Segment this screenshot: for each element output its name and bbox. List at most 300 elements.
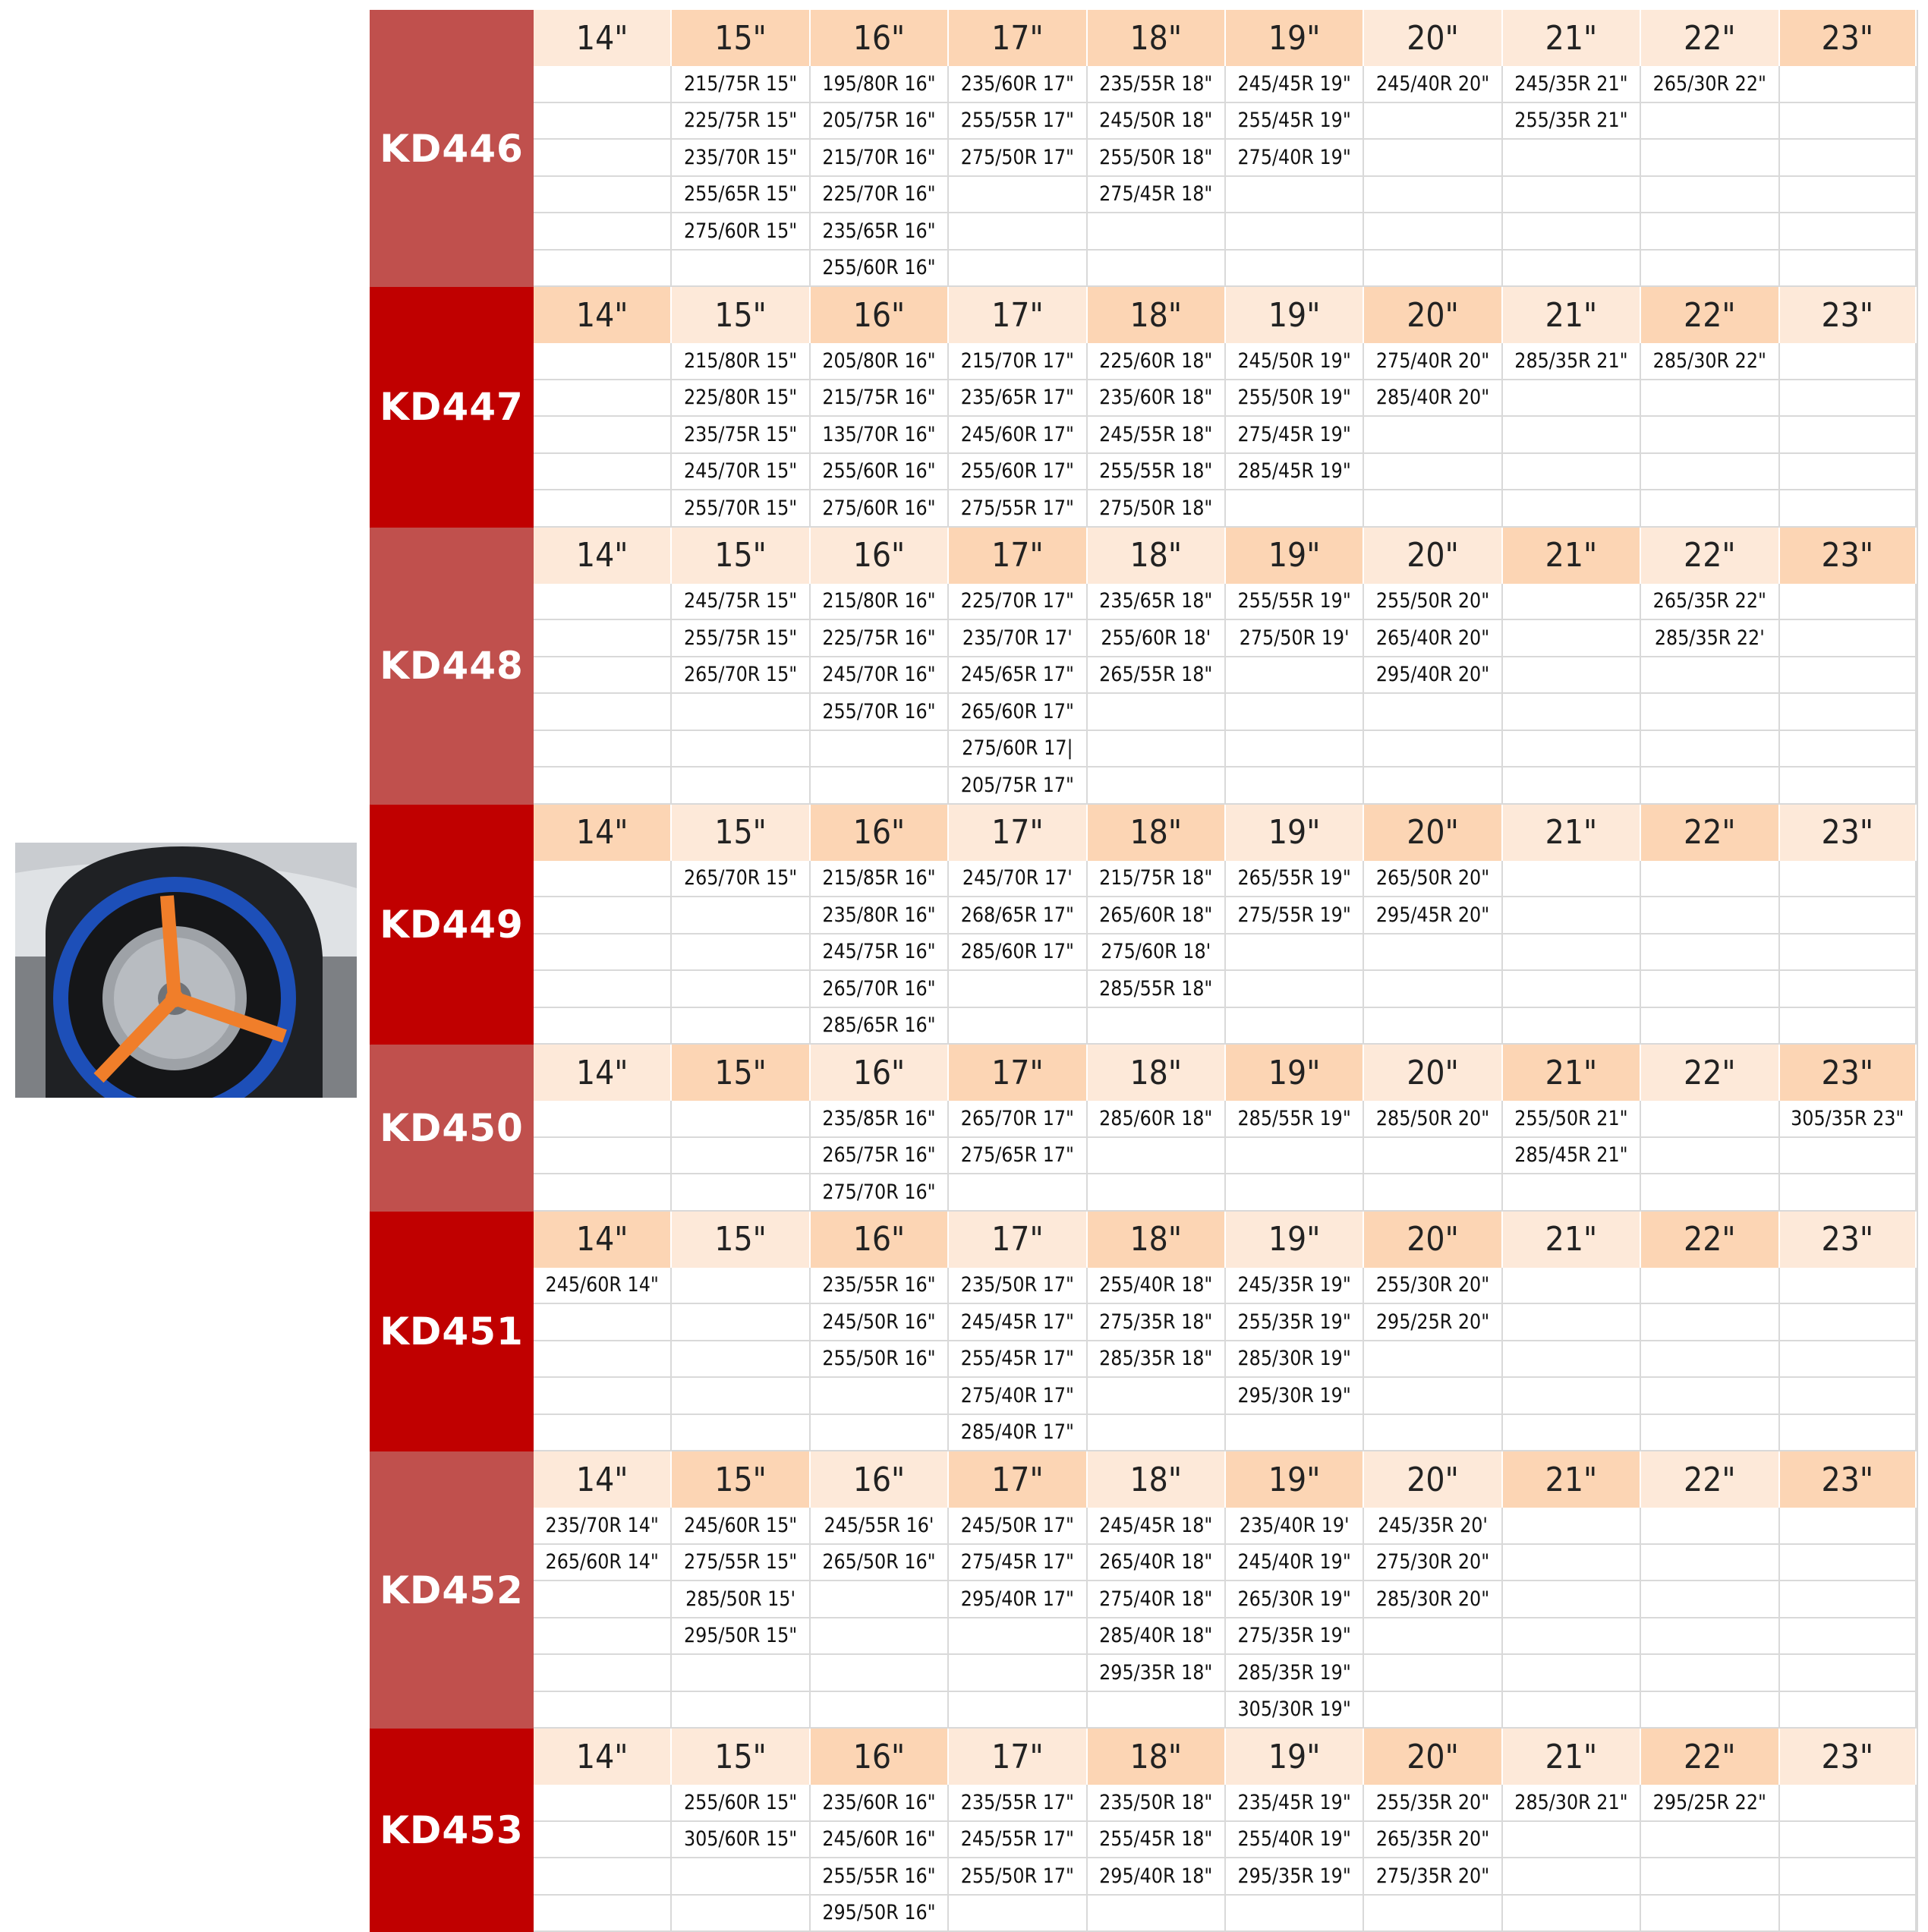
tire-size-cell	[1503, 1618, 1641, 1656]
tire-size-cell	[672, 971, 810, 1008]
model-label: KD451	[370, 1212, 534, 1452]
table-row	[534, 380, 1917, 418]
tire-size-cell	[1364, 1692, 1502, 1729]
tire-size-cell	[1641, 971, 1779, 1008]
tire-size-cell: 285/40R 18"	[1088, 1618, 1226, 1656]
tire-size-cell	[1641, 1618, 1779, 1656]
tire-size-cell	[534, 251, 672, 288]
rim-size-header: 17"	[949, 805, 1087, 861]
tire-size-cell: 255/70R 15"	[672, 490, 810, 528]
tire-size-cell	[672, 1268, 810, 1305]
tire-size-cell: 255/40R 18"	[1088, 1268, 1226, 1305]
table-row	[534, 66, 1917, 103]
tire-size-cell: 255/55R 17"	[949, 103, 1087, 140]
tire-size-cell: 265/70R 17"	[949, 1101, 1087, 1138]
tire-size-cell	[1780, 620, 1917, 657]
rim-size-header: 20"	[1364, 1729, 1502, 1785]
rim-size-header: 20"	[1364, 10, 1502, 66]
tire-size-cell	[1641, 1378, 1779, 1415]
rim-size-header: 22"	[1641, 1729, 1779, 1785]
tire-size-cell	[1088, 1896, 1226, 1932]
tire-size-cell	[1088, 1138, 1226, 1175]
tire-size-cell: 215/85R 16"	[811, 861, 949, 898]
tire-size-cell: 235/50R 18"	[1088, 1785, 1226, 1822]
tire-size-cell	[534, 343, 672, 380]
tire-size-cell	[1780, 767, 1917, 805]
tire-size-cell: 235/65R 18"	[1088, 584, 1226, 621]
tire-size-cell	[1780, 103, 1917, 140]
tire-size-cell	[1780, 971, 1917, 1008]
tire-size-cell: 265/70R 15"	[672, 861, 810, 898]
tire-size-cell: 265/40R 18"	[1088, 1545, 1226, 1582]
tire-size-cell	[811, 731, 949, 768]
table-row	[534, 1858, 1917, 1896]
rim-size-header: 22"	[1641, 528, 1779, 584]
rim-size-header: 18"	[1088, 528, 1226, 584]
tire-size-cell: 285/60R 18"	[1088, 1101, 1226, 1138]
tire-size-cell	[949, 213, 1087, 251]
rim-size-header: 14"	[534, 1451, 672, 1508]
size-grid	[534, 287, 1918, 528]
rim-size-header: 21"	[1503, 287, 1641, 343]
tire-size-cell: 295/45R 20"	[1364, 897, 1502, 934]
tire-size-cell	[672, 1692, 810, 1729]
tire-size-cell	[1226, 213, 1364, 251]
tire-size-cell: 255/50R 18"	[1088, 140, 1226, 177]
tire-size-cell: 245/65R 17"	[949, 657, 1087, 695]
tire-size-cell	[949, 1896, 1087, 1932]
rim-size-header: 17"	[949, 287, 1087, 343]
tire-size-cell: 275/55R 19"	[1226, 897, 1364, 934]
tire-size-cell	[1641, 767, 1779, 805]
tire-size-cell	[949, 1008, 1087, 1045]
rim-size-header-row	[534, 10, 1917, 66]
tire-size-cell: 245/35R 21"	[1503, 66, 1641, 103]
tire-size-cell	[534, 454, 672, 491]
tire-size-cell	[1503, 490, 1641, 528]
tire-size-cell	[1641, 1858, 1779, 1896]
tire-size-cell: 255/45R 17"	[949, 1341, 1087, 1379]
tire-size-cell: 255/50R 19"	[1226, 380, 1364, 418]
tire-size-cell	[1503, 213, 1641, 251]
tire-size-cell	[1780, 861, 1917, 898]
tire-size-cell: 275/40R 18"	[1088, 1581, 1226, 1618]
tire-size-cell	[1088, 1415, 1226, 1452]
model-block	[370, 10, 1918, 287]
tire-size-cell: 275/30R 20"	[1364, 1545, 1502, 1582]
tire-size-cell	[1780, 1822, 1917, 1859]
tire-size-cell	[534, 1858, 672, 1896]
model-label: KD447	[370, 287, 534, 528]
tire-size-cell	[1088, 694, 1226, 731]
tire-size-cell	[534, 380, 672, 418]
tire-size-cell	[811, 1581, 949, 1618]
tire-size-cell	[1780, 140, 1917, 177]
tire-size-cell	[1780, 1858, 1917, 1896]
tire-size-cell: 235/65R 17"	[949, 380, 1087, 418]
rim-size-header: 23"	[1780, 528, 1917, 584]
tire-size-cell	[672, 1174, 810, 1212]
rim-size-header: 19"	[1226, 10, 1364, 66]
rim-size-header: 14"	[534, 1212, 672, 1268]
tire-size-cell	[1503, 1822, 1641, 1859]
tire-size-cell	[672, 1415, 810, 1452]
rim-size-header: 21"	[1503, 1729, 1641, 1785]
tire-size-cell	[1641, 1415, 1779, 1452]
tire-size-cell: 255/70R 16"	[811, 694, 949, 731]
rim-size-header: 23"	[1780, 287, 1917, 343]
tire-size-cell: 225/70R 16"	[811, 177, 949, 214]
model-block	[370, 287, 1918, 528]
rim-size-header: 14"	[534, 528, 672, 584]
table-row	[534, 657, 1917, 695]
tire-size-cell	[1503, 694, 1641, 731]
tire-size-cell	[1503, 897, 1641, 934]
tire-size-cell: 245/70R 16"	[811, 657, 949, 695]
tire-size-cell	[1364, 213, 1502, 251]
tire-size-cell: 235/60R 18"	[1088, 380, 1226, 418]
tire-size-cell: 285/55R 19"	[1226, 1101, 1364, 1138]
tire-size-cell: 275/35R 20"	[1364, 1858, 1502, 1896]
tire-size-cell: 255/60R 17"	[949, 454, 1087, 491]
tire-size-cell	[1503, 657, 1641, 695]
tire-size-cell	[1226, 657, 1364, 695]
tire-size-cell: 245/60R 16"	[811, 1822, 949, 1859]
model-label: KD452	[370, 1451, 534, 1729]
tire-size-cell	[1503, 934, 1641, 972]
tire-size-cell	[1780, 1341, 1917, 1379]
tire-size-cell	[1641, 1822, 1779, 1859]
table-row	[534, 490, 1917, 528]
tire-size-cell	[1088, 1174, 1226, 1212]
tire-size-cell	[1641, 1008, 1779, 1045]
tire-size-cell: 265/60R 17"	[949, 694, 1087, 731]
tire-size-cell: 255/60R 15"	[672, 1785, 810, 1822]
table-row	[534, 1655, 1917, 1692]
tire-size-cell	[1641, 1508, 1779, 1545]
rim-size-header: 20"	[1364, 1451, 1502, 1508]
tire-size-cell	[1641, 1341, 1779, 1379]
size-grid	[534, 10, 1918, 287]
rim-size-header: 19"	[1226, 1045, 1364, 1101]
tire-size-cell	[1641, 140, 1779, 177]
tire-size-cell: 295/35R 19"	[1226, 1858, 1364, 1896]
rim-size-header: 18"	[1088, 1045, 1226, 1101]
tire-size-cell	[1226, 490, 1364, 528]
tire-size-cell	[534, 694, 672, 731]
table-row	[534, 731, 1917, 768]
tire-size-cell: 255/50R 16"	[811, 1341, 949, 1379]
tire-size-cell: 255/60R 16"	[811, 454, 949, 491]
tire-size-cell	[1364, 1618, 1502, 1656]
tire-size-cell	[1226, 934, 1364, 972]
tire-size-cell: 305/35R 23"	[1780, 1101, 1917, 1138]
tire-size-cell: 305/60R 15"	[672, 1822, 810, 1859]
tire-size-cell	[1780, 177, 1917, 214]
table-row	[534, 897, 1917, 934]
rim-size-header: 19"	[1226, 1451, 1364, 1508]
table-row	[534, 584, 1917, 621]
tire-size-cell: 295/35R 18"	[1088, 1655, 1226, 1692]
tire-size-cell	[534, 490, 672, 528]
model-label: KD448	[370, 528, 534, 805]
rim-size-header: 23"	[1780, 805, 1917, 861]
tire-size-cell: 255/55R 16"	[811, 1858, 949, 1896]
tire-size-cell: 215/70R 17"	[949, 343, 1087, 380]
rim-size-header: 22"	[1641, 10, 1779, 66]
rim-size-header: 19"	[1226, 805, 1364, 861]
tire-size-cell	[1226, 251, 1364, 288]
tire-size-cell	[672, 897, 810, 934]
tire-size-cell: 205/80R 16"	[811, 343, 949, 380]
tire-size-cell	[811, 767, 949, 805]
tire-size-cell: 265/60R 18"	[1088, 897, 1226, 934]
tire-size-cell: 285/30R 19"	[1226, 1341, 1364, 1379]
tire-size-cell: 215/75R 16"	[811, 380, 949, 418]
tire-size-cell: 285/50R 15'	[672, 1581, 810, 1618]
tire-size-cell: 285/30R 20"	[1364, 1581, 1502, 1618]
tire-size-cell: 245/45R 18"	[1088, 1508, 1226, 1545]
tire-size-cell	[1088, 1008, 1226, 1045]
rim-size-header: 22"	[1641, 1045, 1779, 1101]
tire-size-cell: 215/75R 15"	[672, 66, 810, 103]
tire-size-cell: 285/60R 17"	[949, 934, 1087, 972]
rim-size-header: 15"	[672, 287, 810, 343]
tire-size-cell: 285/40R 20"	[1364, 380, 1502, 418]
tire-size-cell	[1226, 1174, 1364, 1212]
model-block	[370, 1451, 1918, 1729]
tire-size-cell	[1503, 1378, 1641, 1415]
tire-size-cell: 265/40R 20"	[1364, 620, 1502, 657]
size-chart-table	[370, 10, 1918, 1932]
tire-size-cell	[672, 1896, 810, 1932]
table-row	[534, 934, 1917, 972]
tire-size-cell: 285/45R 21"	[1503, 1138, 1641, 1175]
tire-size-cell: 235/75R 15"	[672, 417, 810, 454]
tire-size-cell	[1780, 934, 1917, 972]
tire-size-cell	[672, 1378, 810, 1415]
rim-size-header: 18"	[1088, 805, 1226, 861]
tire-size-cell	[1780, 417, 1917, 454]
tire-size-cell: 255/60R 16"	[811, 251, 949, 288]
tire-size-cell	[1780, 1138, 1917, 1175]
rim-size-header: 22"	[1641, 1451, 1779, 1508]
tire-size-cell	[1503, 1174, 1641, 1212]
rim-size-header: 14"	[534, 10, 672, 66]
tire-size-cell	[1780, 213, 1917, 251]
tire-size-cell	[534, 1415, 672, 1452]
tire-size-cell	[1641, 1268, 1779, 1305]
table-row	[534, 1822, 1917, 1859]
tire-size-cell: 285/30R 22"	[1641, 343, 1779, 380]
tire-size-cell: 245/60R 17"	[949, 417, 1087, 454]
tire-size-cell: 205/75R 16"	[811, 103, 949, 140]
tire-size-cell	[949, 1618, 1087, 1656]
tire-size-cell: 275/35R 19"	[1226, 1618, 1364, 1656]
tire-size-cell	[1641, 1545, 1779, 1582]
table-row	[534, 1138, 1917, 1175]
tire-size-cell: 215/70R 16"	[811, 140, 949, 177]
tire-size-cell: 275/50R 17"	[949, 140, 1087, 177]
tire-size-cell	[1641, 490, 1779, 528]
rim-size-header: 21"	[1503, 805, 1641, 861]
rim-size-header: 21"	[1503, 1212, 1641, 1268]
tire-size-cell: 245/75R 15"	[672, 584, 810, 621]
tire-size-cell	[1780, 1508, 1917, 1545]
tire-size-cell	[1780, 343, 1917, 380]
tire-size-cell: 275/70R 16"	[811, 1174, 949, 1212]
tire-size-cell: 285/65R 16"	[811, 1008, 949, 1045]
tire-size-cell	[534, 1378, 672, 1415]
rim-size-header: 14"	[534, 1729, 672, 1785]
model-label: KD453	[370, 1729, 534, 1932]
tire-size-cell	[1780, 1785, 1917, 1822]
table-row	[534, 140, 1917, 177]
tire-size-cell	[1780, 1304, 1917, 1341]
tire-size-cell	[1780, 66, 1917, 103]
tire-size-cell: 235/55R 18"	[1088, 66, 1226, 103]
tire-size-cell: 305/30R 19"	[1226, 1692, 1364, 1729]
tire-size-cell: 235/55R 16"	[811, 1268, 949, 1305]
table-row	[534, 694, 1917, 731]
tire-size-cell: 205/75R 17"	[949, 767, 1087, 805]
table-row	[534, 1268, 1917, 1305]
tire-size-cell	[672, 1341, 810, 1379]
tire-size-cell	[1503, 971, 1641, 1008]
table-row	[534, 1341, 1917, 1379]
tire-size-cell	[672, 1304, 810, 1341]
tire-size-cell	[534, 417, 672, 454]
rim-size-header: 23"	[1780, 1451, 1917, 1508]
model-block	[370, 1045, 1918, 1212]
rim-size-header: 17"	[949, 1212, 1087, 1268]
tire-size-cell: 295/50R 15"	[672, 1618, 810, 1656]
tire-size-cell	[1503, 1545, 1641, 1582]
tire-size-cell: 215/80R 16"	[811, 584, 949, 621]
tire-size-cell	[811, 1415, 949, 1452]
tire-size-cell	[1641, 731, 1779, 768]
tire-size-cell	[1503, 1581, 1641, 1618]
tire-size-cell	[1364, 1415, 1502, 1452]
tire-size-cell	[672, 934, 810, 972]
size-grid	[534, 805, 1918, 1045]
tire-size-cell: 275/50R 18"	[1088, 490, 1226, 528]
tire-size-cell	[1780, 1692, 1917, 1729]
table-row	[534, 177, 1917, 214]
tire-size-cell: 235/85R 16"	[811, 1101, 949, 1138]
tire-size-cell: 265/70R 16"	[811, 971, 949, 1008]
rim-size-header: 16"	[811, 1045, 949, 1101]
tire-size-cell: 235/50R 17"	[949, 1268, 1087, 1305]
tire-size-cell	[1364, 1174, 1502, 1212]
tire-size-cell	[534, 1008, 672, 1045]
tire-size-cell	[672, 1008, 810, 1045]
tire-size-cell	[534, 177, 672, 214]
tire-size-cell	[1780, 1415, 1917, 1452]
rim-size-header: 21"	[1503, 1451, 1641, 1508]
tire-size-cell: 245/70R 15"	[672, 454, 810, 491]
tire-sock-illustration	[15, 843, 357, 1098]
tire-size-cell	[534, 620, 672, 657]
tire-size-cell: 295/30R 19"	[1226, 1378, 1364, 1415]
tire-size-cell: 255/50R 17"	[949, 1858, 1087, 1896]
tire-size-cell	[1780, 490, 1917, 528]
tire-size-cell	[534, 1304, 672, 1341]
tire-size-cell: 255/45R 19"	[1226, 103, 1364, 140]
tire-size-cell	[1780, 1268, 1917, 1305]
size-grid	[534, 1729, 1918, 1932]
tire-size-cell	[811, 1618, 949, 1656]
tire-size-cell: 245/45R 19"	[1226, 66, 1364, 103]
tire-size-cell	[1503, 1341, 1641, 1379]
rim-size-header: 20"	[1364, 1045, 1502, 1101]
table-row	[534, 1618, 1917, 1656]
rim-size-header: 15"	[672, 1045, 810, 1101]
table-row	[534, 454, 1917, 491]
tire-size-cell	[1226, 1008, 1364, 1045]
tire-size-cell: 275/45R 17"	[949, 1545, 1087, 1582]
rim-size-header: 18"	[1088, 287, 1226, 343]
tire-size-cell: 245/50R 18"	[1088, 103, 1226, 140]
tire-size-cell	[949, 1655, 1087, 1692]
tire-size-cell	[672, 731, 810, 768]
tire-size-cell	[949, 1692, 1087, 1729]
table-row	[534, 1545, 1917, 1582]
tire-size-cell: 265/60R 14"	[534, 1545, 672, 1582]
rim-size-header-row	[534, 1729, 1917, 1785]
rim-size-header: 20"	[1364, 287, 1502, 343]
tire-size-cell: 235/60R 17"	[949, 66, 1087, 103]
rim-size-header: 16"	[811, 805, 949, 861]
tire-size-cell: 255/50R 20"	[1364, 584, 1502, 621]
tire-size-cell	[534, 213, 672, 251]
tire-size-cell: 255/35R 20"	[1364, 1785, 1502, 1822]
table-row	[534, 417, 1917, 454]
tire-size-cell: 275/40R 20"	[1364, 343, 1502, 380]
model-label: KD450	[370, 1045, 534, 1212]
tire-size-cell	[1503, 1858, 1641, 1896]
tire-size-cell	[1641, 1692, 1779, 1729]
tire-size-cell	[1364, 971, 1502, 1008]
rim-size-header: 23"	[1780, 1045, 1917, 1101]
tire-size-cell: 285/35R 21"	[1503, 343, 1641, 380]
tire-size-cell	[1641, 1304, 1779, 1341]
tire-size-cell	[534, 1822, 672, 1859]
tire-size-cell: 245/40R 19"	[1226, 1545, 1364, 1582]
tire-size-cell: 295/40R 20"	[1364, 657, 1502, 695]
tire-size-cell	[1780, 251, 1917, 288]
tire-size-cell: 265/30R 19"	[1226, 1581, 1364, 1618]
rim-size-header: 20"	[1364, 528, 1502, 584]
tire-size-cell: 135/70R 16"	[811, 417, 949, 454]
tire-size-cell: 225/60R 18"	[1088, 343, 1226, 380]
tire-size-cell: 225/80R 15"	[672, 380, 810, 418]
rim-size-header: 23"	[1780, 10, 1917, 66]
tire-size-cell	[1780, 1378, 1917, 1415]
table-row	[534, 1008, 1917, 1045]
tire-size-cell: 255/30R 20"	[1364, 1268, 1502, 1305]
rim-size-header: 14"	[534, 805, 672, 861]
tire-size-cell: 255/40R 19"	[1226, 1822, 1364, 1859]
tire-size-cell: 275/60R 18'	[1088, 934, 1226, 972]
tire-size-cell: 245/35R 19"	[1226, 1268, 1364, 1305]
tire-size-cell	[1364, 177, 1502, 214]
tire-size-cell: 235/70R 17'	[949, 620, 1087, 657]
rim-size-header: 23"	[1780, 1729, 1917, 1785]
tire-size-cell	[1780, 380, 1917, 418]
tire-size-cell: 285/35R 18"	[1088, 1341, 1226, 1379]
tire-size-cell: 295/25R 20"	[1364, 1304, 1502, 1341]
